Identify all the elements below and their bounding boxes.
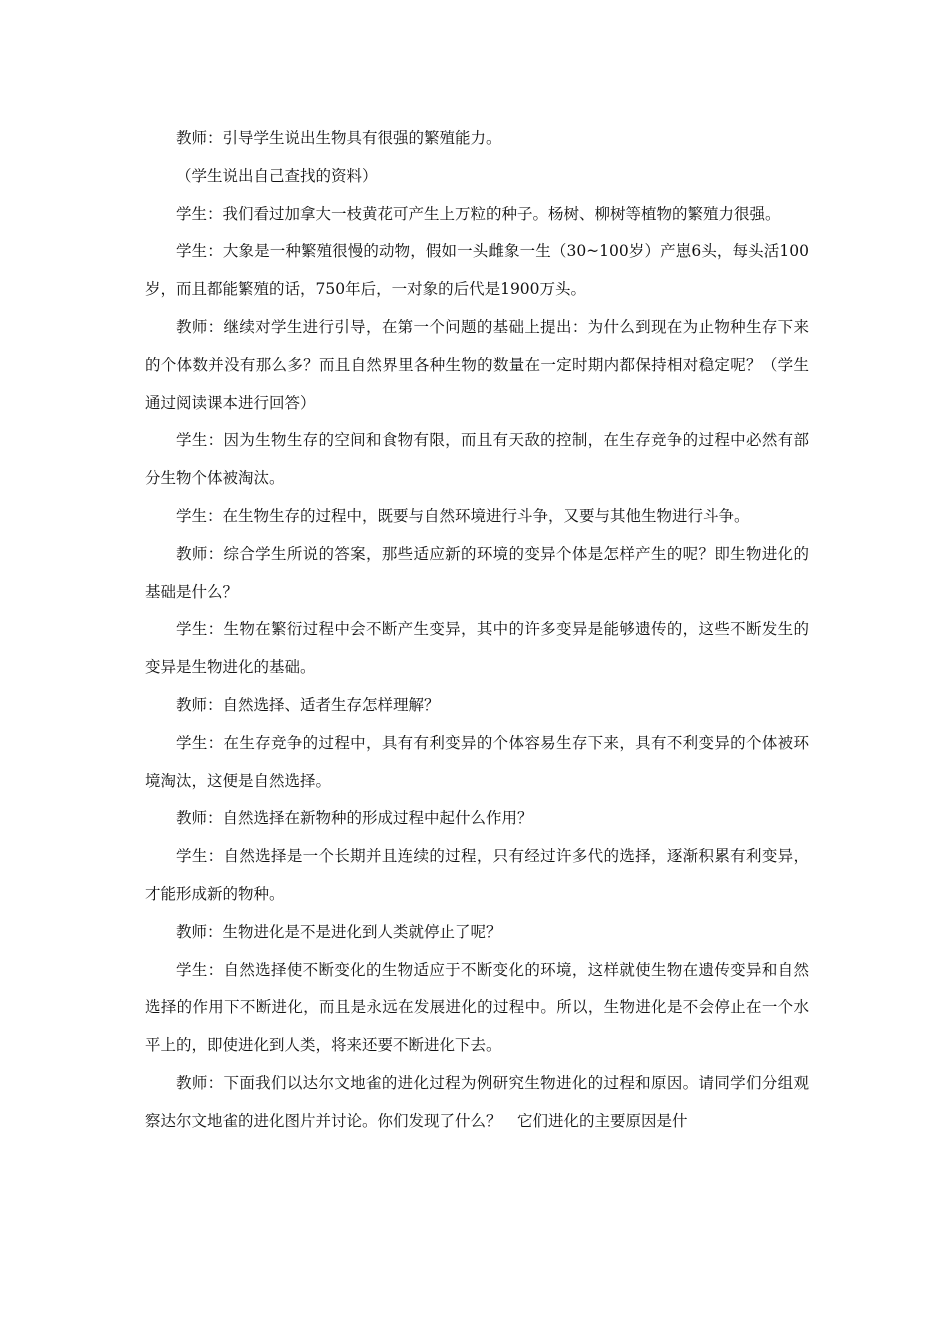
paragraph: 学生：在生存竞争的过程中，具有有利变异的个体容易生存下来，具有不利变异的个体被环境淘汰，这便是自然选择。 xyxy=(145,733,809,790)
paragraph: 教师：综合学生所说的答案，那些适应新的环境的变异个体是怎样产生的呢？即生物进化的基础是什么？ xyxy=(145,544,809,601)
paragraph: 教师：继续对学生进行引导，在第一个问题的基础上提出：为什么到现在为止物种生存下来的个体数并没有那么多？而且自然界里各种生物的数量在一定时期内都保持相对稳定呢？（学生通过阅读课本进行回答） xyxy=(145,317,809,412)
paragraph: 学生：因为生物生存的空间和食物有限，而且有天敌的控制，在生存竞争的过程中必然有部分生物个体被淘汰。 xyxy=(145,431,809,488)
paragraph: 学生：生物在繁衍过程中会不断产生变异，其中的许多变异是能够遗传的，这些不断发生的变异是生物进化的基础。 xyxy=(145,620,809,677)
paragraph: （学生说出自己查找的资料） xyxy=(176,166,378,185)
paragraph: 教师：生物进化是不是进化到人类就停止了呢？ xyxy=(176,922,502,941)
paragraph: 教师：自然选择在新物种的形成过程中起什么作用？ xyxy=(176,809,533,828)
paragraph: 学生：在生物生存的过程中，既要与自然环境进行斗争，又要与其他生物进行斗争。 xyxy=(176,506,750,525)
paragraph: 教师：引导学生说出生物具有很强的繁殖能力。 xyxy=(176,129,502,147)
paragraph: 学生：自然选择是一个长期并且连续的过程，只有经过许多代的选择，逐渐积累有利变异，才能形成新的物种。 xyxy=(145,847,809,903)
paragraph: 学生：大象是一种繁殖很慢的动物，假如一头雌象一生（30~100岁）产崽6头，每头活100岁，而且都能繁殖的话，750年后，一对象的后代是1900万头。 xyxy=(145,242,809,299)
document-body xyxy=(145,120,809,1141)
paragraph: 学生：我们看过加拿大一枝黄花可产生上万粒的种子。杨树、柳树等植物的繁殖力很强。 xyxy=(176,204,781,223)
paragraph: 学生：自然选择使不断变化的生物适应于不断变化的环境，这样就使生物在遗传变异和自然选择的作用下不断进化，而且是永远在发展进化的过程中。所以，生物进化是不会停止在一个水平上的，即使进化到人类，将来还要不断进化下去。 xyxy=(145,960,809,1055)
paragraph: 教师：自然选择、适者生存怎样理解？ xyxy=(176,695,440,714)
paragraph: 教师：下面我们以达尔文地雀的进化过程为例研究生物进化的过程和原因。请同学们分组观察达尔文地雀的进化图片并讨论。你们发现了什么？ 它们进化的主要原因是什 xyxy=(145,1073,809,1130)
